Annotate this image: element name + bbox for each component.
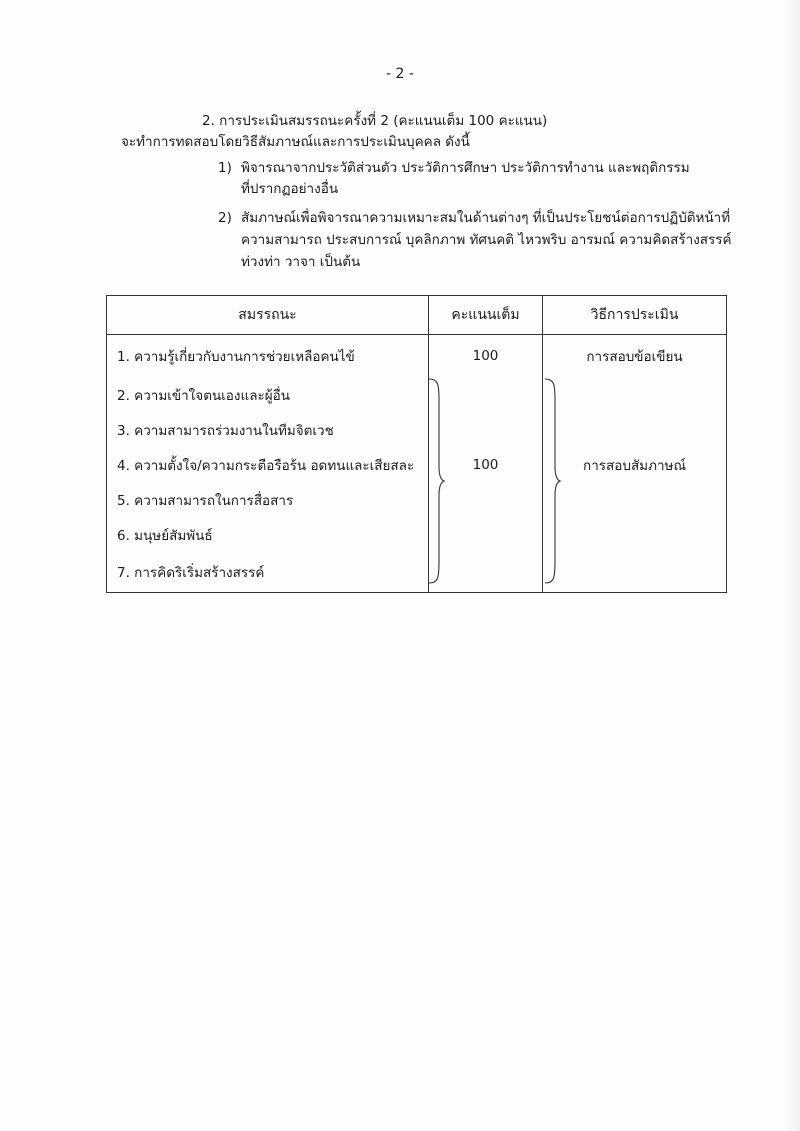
competency-cell: 3. ความสามารถร่วมงานในทีมจิตเวช	[107, 412, 429, 447]
section-intro: จะทำการทดสอบโดยวิธีสัมภาษณ์และการประเมินบุคคล ดังนี้	[121, 134, 470, 150]
item-number: 1)	[218, 160, 232, 176]
left-curly-brace	[426, 378, 446, 584]
item-text-line: ความสามารถ ประสบการณ์ บุคลิกภาพ ทัศนคติ ไหวพริบ อารมณ์ ความคิดสร้างสรรค์	[241, 232, 732, 248]
column-header-competency: สมรรถนะ	[107, 296, 429, 335]
competency-table	[106, 295, 727, 593]
item-number: 2)	[218, 210, 232, 226]
page-edge-shadow	[782, 0, 800, 1131]
table-row	[107, 552, 727, 593]
competency-cell: 2. ความเข้าใจตนเองและผู้อื่น	[107, 377, 429, 412]
score-cell: 100	[429, 447, 543, 482]
column-header-method: วิธีการประเมิน	[543, 296, 727, 335]
page-number: - 2 -	[386, 66, 414, 82]
table-row	[107, 482, 727, 517]
item-text-line: พิจารณาจากประวัติส่วนตัว ประวัติการศึกษา ประวัติการทำงาน และพฤติกรรม	[241, 160, 690, 176]
competency-cell: 4. ความตั้งใจ/ความกระตือรือร้น อดทนและเสียสละ	[107, 447, 429, 482]
right-curly-brace	[542, 378, 562, 584]
score-cell: 100	[429, 335, 543, 378]
table-row	[107, 447, 727, 482]
section-heading: 2. การประเมินสมรรถนะครั้งที่ 2 (คะแนนเต็ม 100 คะแนน)	[202, 113, 548, 129]
method-cell: การสอบข้อเขียน	[543, 335, 727, 378]
table-header-row	[107, 296, 727, 335]
item-text-line: สัมภาษณ์เพื่อพิจารณาความเหมาะสมในด้านต่างๆ ที่เป็นประโยชน์ต่อการปฏิบัติหน้าที่	[241, 210, 731, 226]
competency-cell: 1. ความรู้เกี่ยวกับงานการช่วยเหลือคนไข้	[107, 335, 429, 378]
table-row	[107, 335, 727, 378]
method-cell: การสอบสัมภาษณ์	[543, 447, 727, 482]
competency-cell: 6. มนุษย์สัมพันธ์	[107, 517, 429, 552]
item-text-line: ที่ปรากฏอย่างอื่น	[241, 181, 339, 197]
competency-cell: 5. ความสามารถในการสื่อสาร	[107, 482, 429, 517]
column-header-full-score: คะแนนเต็ม	[429, 296, 543, 335]
table-row	[107, 517, 727, 552]
item-text-line: ท่วงท่า วาจา เป็นต้น	[241, 254, 361, 270]
competency-cell: 7. การคิดริเริ่มสร้างสรรค์	[107, 552, 429, 593]
table-row	[107, 412, 727, 447]
table-row	[107, 377, 727, 412]
